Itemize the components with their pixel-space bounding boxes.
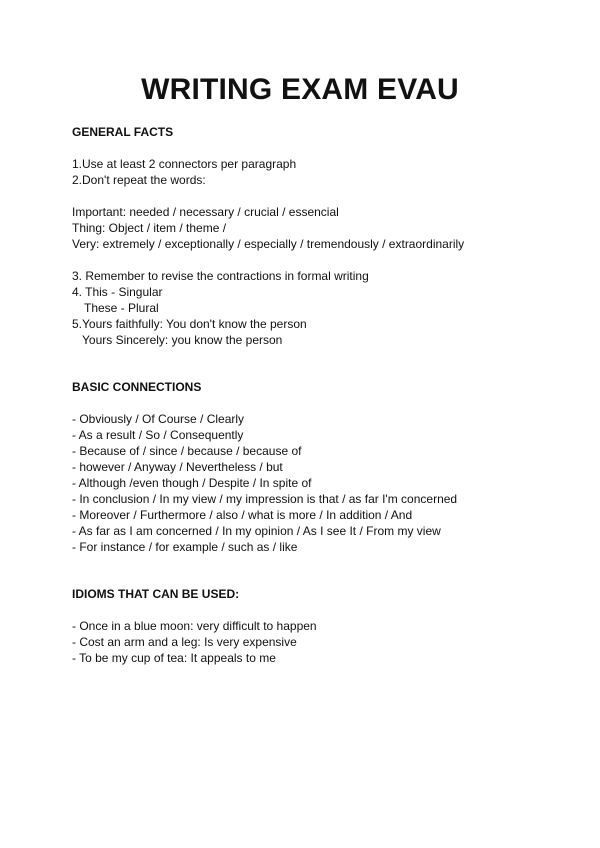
connection-item: - For instance / for example / such as / like [72,540,298,554]
synonym-line: Important: needed / necessary / crucial / essencial [72,205,339,219]
connection-item: - Moreover / Furthermore / also / what is more / In addition / And [72,508,413,522]
rule-line: 1.Use at least 2 connectors per paragraph [72,157,297,171]
rule-line: 3. Remember to revise the contractions in formal writing [72,269,369,283]
connection-item: - As far as I am concerned / In my opinion / As I see It / From my view [72,524,441,538]
document-title: WRITING EXAM EVAU [141,73,459,106]
general-facts-heading: GENERAL FACTS [72,125,174,139]
connection-item: - however / Anyway / Nevertheless / but [72,460,283,474]
idiom-item: - Once in a blue moon: very difficult to happen [72,619,317,633]
rule-line: 2.Don't repeat the words: [72,173,206,187]
rule-line: These - Plural [84,301,159,315]
basic-connections-heading: BASIC CONNECTIONS [72,380,202,394]
rule-line: Yours Sincerely: you know the person [82,333,283,347]
idioms-heading: IDIOMS THAT CAN BE USED: [72,587,240,601]
idiom-item: - Cost an arm and a leg: Is very expensive [72,635,297,649]
connection-item: - Obviously / Of Course / Clearly [72,412,245,426]
connection-item: - Although /even though / Despite / In spite of [72,476,312,490]
basic-connections-section [72,379,572,555]
synonym-line: Thing: Object / item / theme / [72,221,227,235]
connection-item: - Because of / since / because / because of [72,444,302,458]
idiom-item: - To be my cup of tea: It appeals to me [72,651,276,665]
rule-line: 5.Yours faithfully: You don't know the person [72,317,307,331]
connection-item: - In conclusion / In my view / my impression is that / as far I'm concerned [72,492,458,506]
connection-item: - As a result / So / Consequently [72,428,244,442]
document-body [72,124,572,666]
synonym-line: Very: extremely / exceptionally / especially / tremendously / extraordinarily [72,237,465,251]
general-facts-section [72,124,572,348]
idioms-section [72,586,572,666]
rule-line: 4. This - Singular [72,285,163,299]
